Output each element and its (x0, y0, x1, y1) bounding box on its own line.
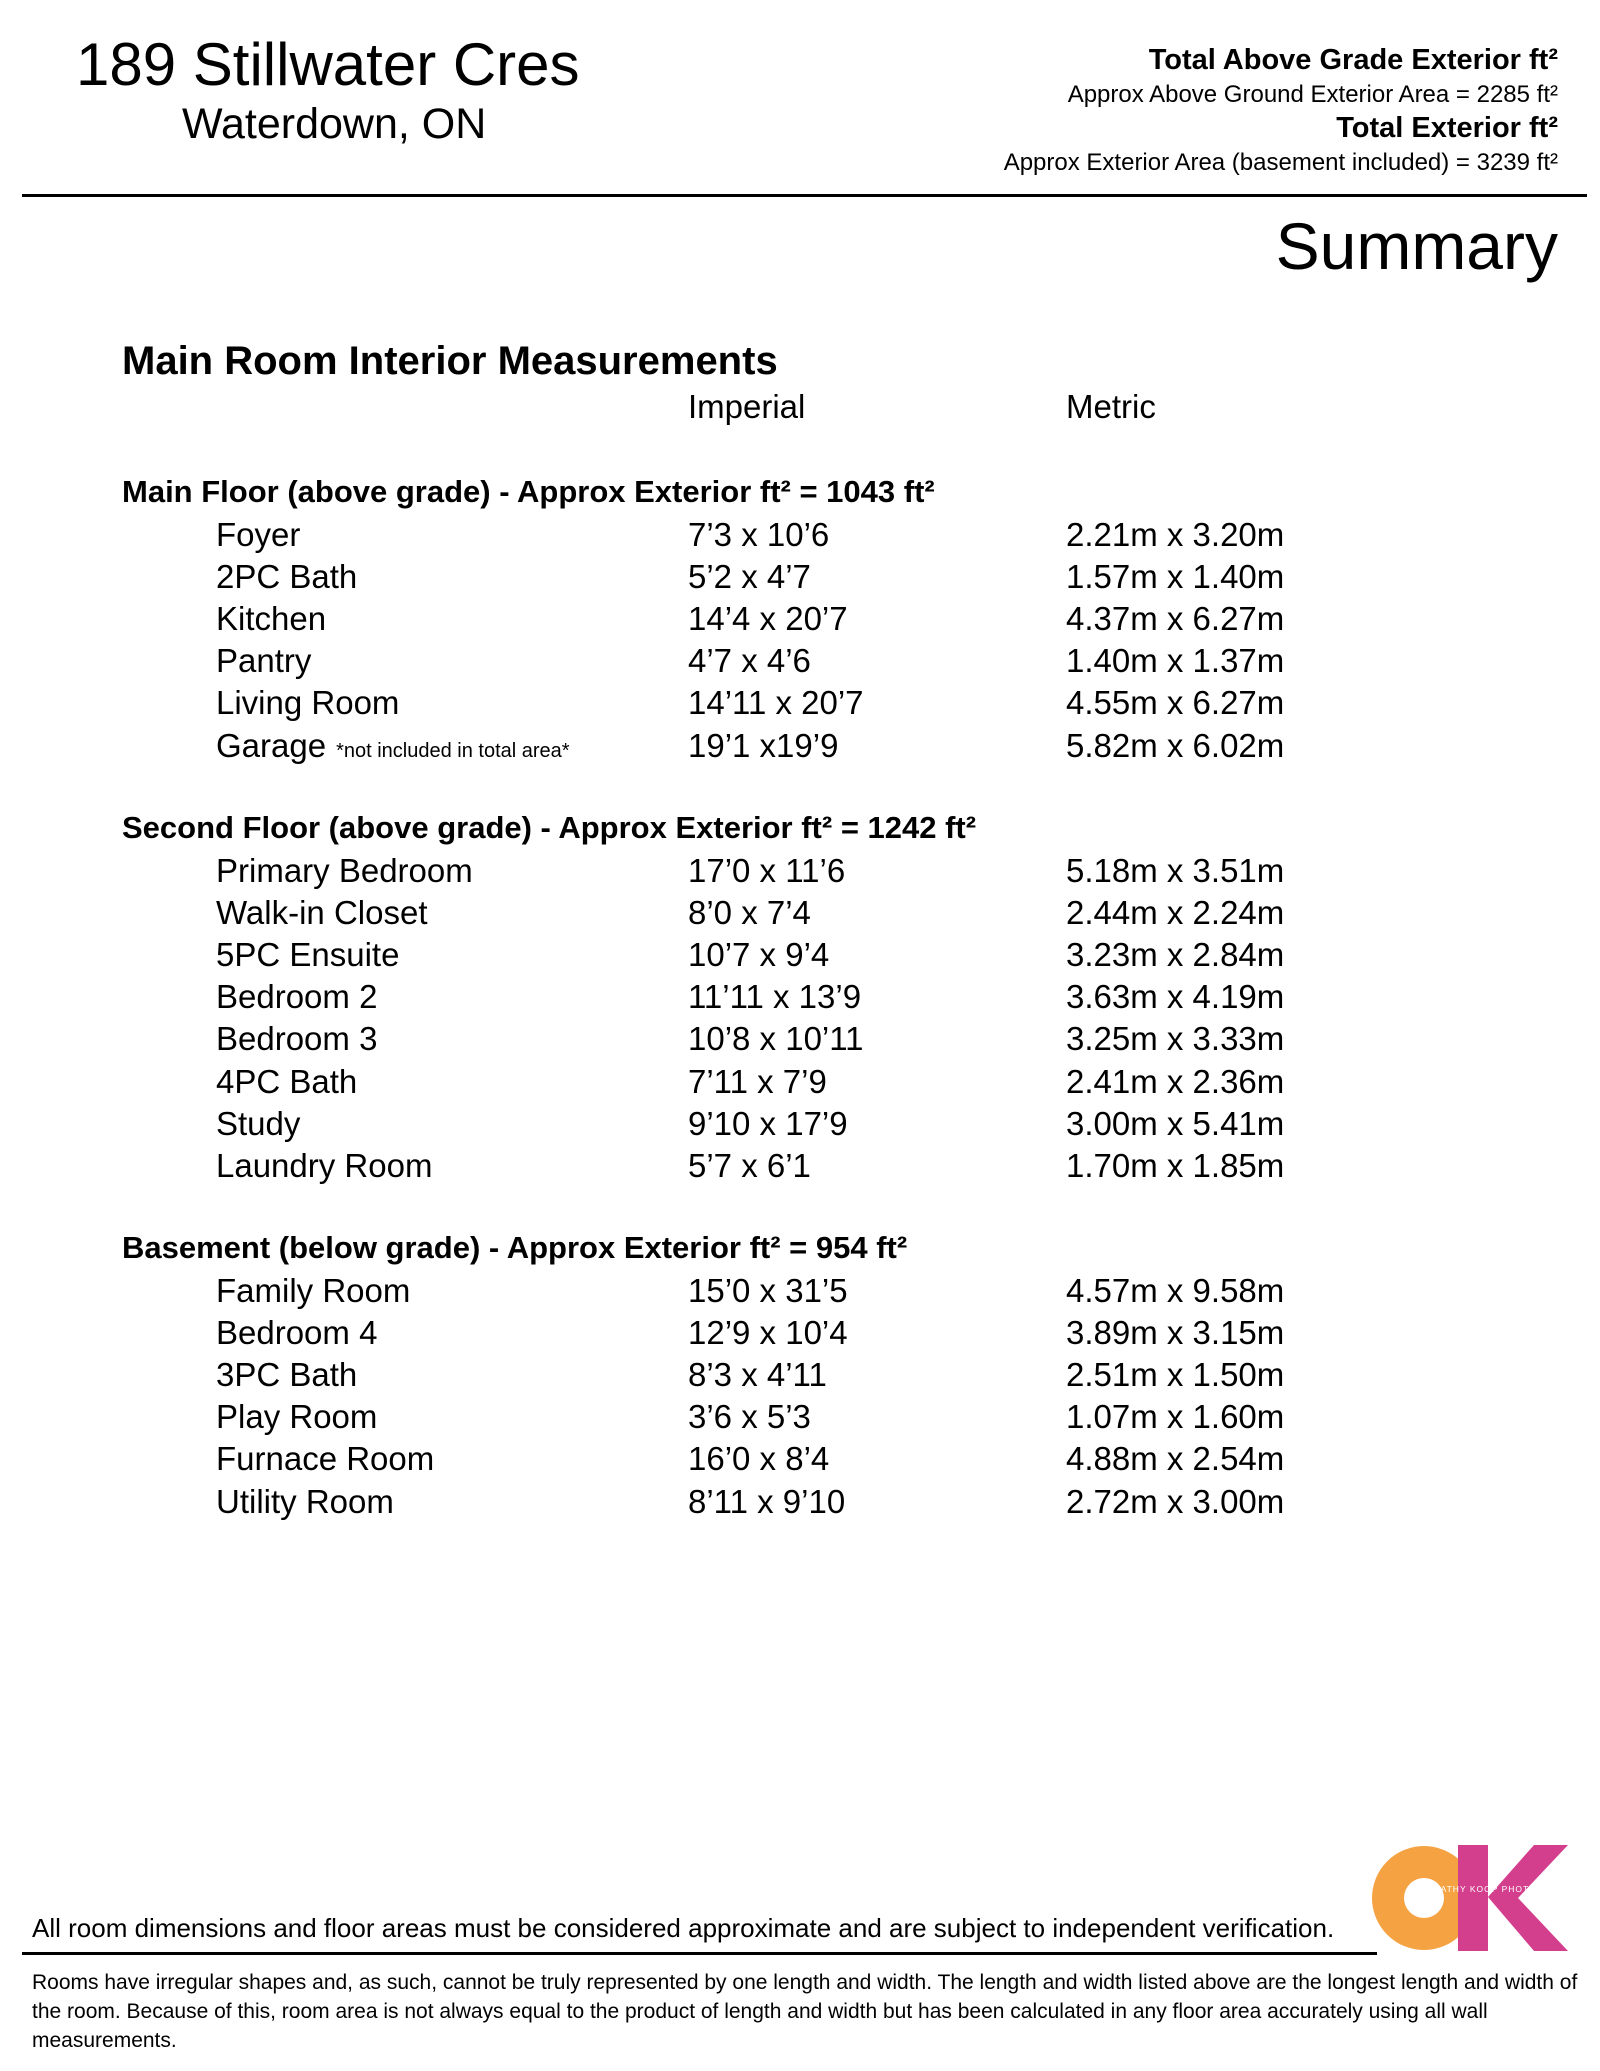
room-row (0, 598, 1400, 640)
room-imperial: 12’9 x 10’4 (688, 1314, 848, 1352)
room-name-text: Furnace Room (216, 1440, 435, 1478)
room-imperial: 16’0 x 8’4 (688, 1440, 830, 1478)
room-name (216, 598, 326, 640)
room-metric: 1.57m x 1.40m (1066, 558, 1285, 596)
column-header-metric: Metric (1066, 388, 1156, 425)
room-row (0, 1145, 1400, 1187)
room-row (0, 1312, 1400, 1354)
room-row (0, 1018, 1400, 1060)
disclaimer-short: All room dimensions and floor areas must be considered approximate and are subject to independent verification. (32, 1913, 1335, 1943)
room-imperial: 8’0 x 7’4 (688, 894, 811, 932)
room-metric: 4.88m x 2.54m (1066, 1440, 1285, 1478)
room-row (0, 934, 1400, 976)
floor-heading: Second Floor (above grade) - Approx Exterior ft² = 1242 ft² (122, 810, 977, 845)
room-row (0, 1481, 1400, 1523)
room-name-text: 3PC Bath (216, 1356, 358, 1394)
floor-heading: Main Floor (above grade) - Approx Exterior ft² = 1043 ft² (122, 474, 935, 509)
room-name (216, 1438, 434, 1480)
room-imperial: 7’11 x 7’9 (688, 1062, 827, 1100)
disclaimer-long: Rooms have irregular shapes and, as such, cannot be truly represented by one length and width. The length and width listed above are the longest length and width of the room. Because of this, room area is not always equal to the product of length and width but has been calculated in any floor area accurately using all wall measurements. (32, 1971, 1578, 2052)
room-imperial: 7’3 x 10’6 (688, 516, 830, 553)
room-name-text: Family Room (216, 1272, 411, 1309)
room-imperial: 8’11 x 9’10 (688, 1482, 846, 1520)
room-imperial: 14’11 x 20’7 (688, 684, 864, 722)
column-header-imperial: Imperial (688, 388, 806, 425)
room-name-text: Pantry (216, 642, 312, 680)
room-metric: 3.89m x 3.15m (1066, 1314, 1285, 1352)
room-name-text: Garage (216, 726, 327, 764)
room-metric: 3.25m x 3.33m (1066, 1020, 1285, 1058)
room-name-text: 5PC Ensuite (216, 936, 400, 974)
room-row (0, 1396, 1400, 1438)
room-name (216, 1481, 394, 1523)
room-metric: 1.70m x 1.85m (1066, 1146, 1285, 1184)
room-name (216, 1103, 300, 1145)
room-metric: 2.44m x 2.24m (1066, 894, 1285, 932)
footer-divider (22, 1952, 1377, 1955)
room-metric: 4.37m x 6.27m (1066, 600, 1285, 638)
room-name (216, 556, 357, 598)
room-name (216, 850, 473, 892)
room-row (0, 556, 1400, 598)
ok-logo-graphic (1372, 1845, 1568, 1951)
room-metric: 1.07m x 1.60m (1066, 1398, 1285, 1436)
room-imperial: 19’1 x19’9 (688, 726, 839, 764)
section-title: Main Room Interior Measurements (122, 339, 778, 383)
room-metric: 3.63m x 4.19m (1066, 978, 1285, 1016)
room-row (0, 892, 1400, 934)
room-metric: 5.18m x 3.51m (1066, 852, 1285, 889)
room-name (216, 1312, 377, 1354)
room-name (216, 640, 311, 682)
floor-heading: Basement (below grade) - Approx Exterior ft² = 954 ft² (122, 1230, 908, 1265)
logo-k-stem (1458, 1845, 1488, 1951)
page-title: Summary (1275, 209, 1558, 283)
room-metric: 2.51m x 1.50m (1066, 1356, 1285, 1394)
room-name (216, 1145, 432, 1187)
room-metric: 1.40m x 1.37m (1066, 642, 1285, 680)
room-name (216, 1270, 410, 1312)
room-row (0, 725, 1400, 767)
room-imperial: 11’11 x 13’9 (688, 978, 862, 1016)
room-name-text: 2PC Bath (216, 558, 358, 596)
room-name-text: Play Room (216, 1398, 378, 1436)
room-name-text: Foyer (216, 516, 301, 553)
room-row (0, 1061, 1400, 1103)
room-name (216, 934, 399, 976)
room-row (0, 682, 1400, 724)
room-name (216, 1354, 357, 1396)
room-name-text: Study (216, 1104, 301, 1142)
photographer-logo (1372, 1845, 1568, 1951)
room-name-text: Laundry Room (216, 1146, 433, 1184)
logo-text: CATHY KOOP PHOTOGRAPHY (1433, 1884, 1568, 1894)
room-row (0, 1270, 1400, 1312)
room-name-text: Bedroom 2 (216, 978, 378, 1016)
room-name-text: Living Room (216, 684, 400, 722)
above-grade-title: Total Above Grade Exterior ft² (1148, 44, 1558, 76)
room-name (216, 976, 377, 1018)
room-imperial: 15’0 x 31’5 (688, 1272, 848, 1309)
room-row (0, 640, 1400, 682)
logo-k-arms (1488, 1845, 1568, 1951)
room-metric: 4.55m x 6.27m (1066, 684, 1285, 722)
room-metric: 2.41m x 2.36m (1066, 1062, 1285, 1100)
room-name-text: Kitchen (216, 600, 327, 638)
room-imperial: 9’10 x 17’9 (688, 1104, 848, 1142)
room-imperial: 5’7 x 6’1 (688, 1146, 811, 1184)
address-line-1: 189 Stillwater Cres (76, 31, 580, 98)
room-name (216, 514, 300, 556)
room-name-text: Utility Room (216, 1482, 394, 1520)
room-row (0, 514, 1400, 556)
address-line-2: Waterdown, ON (182, 100, 487, 148)
room-metric: 2.72m x 3.00m (1066, 1482, 1285, 1520)
room-metric: 5.82m x 6.02m (1066, 726, 1285, 764)
room-metric: 3.23m x 2.84m (1066, 936, 1285, 974)
room-name-text: Walk-in Closet (216, 894, 428, 932)
room-name-text: 4PC Bath (216, 1062, 358, 1100)
room-row (0, 850, 1400, 892)
total-exterior-detail: Approx Exterior Area (basement included) = 3239 ft² (1003, 149, 1558, 176)
room-name (216, 682, 399, 724)
header-divider (22, 194, 1587, 197)
room-metric: 2.21m x 3.20m (1066, 516, 1285, 553)
room-row (0, 1103, 1400, 1145)
room-imperial: 8’3 x 4’11 (688, 1356, 827, 1394)
total-exterior-title: Total Exterior ft² (1336, 112, 1558, 144)
room-name (216, 725, 570, 772)
room-metric: 3.00m x 5.41m (1066, 1104, 1285, 1142)
room-metric: 4.57m x 9.58m (1066, 1272, 1285, 1309)
room-imperial: 3’6 x 5’3 (688, 1398, 811, 1436)
room-row (0, 1438, 1400, 1480)
room-imperial: 4’7 x 4’6 (688, 642, 811, 680)
room-name (216, 1061, 357, 1103)
room-imperial: 17’0 x 11’6 (688, 852, 846, 889)
room-note: *not included in total area* (336, 739, 570, 762)
room-name-text: Bedroom 4 (216, 1314, 378, 1352)
room-name-text: Primary Bedroom (216, 852, 473, 889)
room-imperial: 10’8 x 10’11 (688, 1020, 864, 1058)
room-imperial: 10’7 x 9’4 (688, 936, 830, 974)
room-name (216, 892, 428, 934)
room-name (216, 1018, 377, 1060)
room-imperial: 5’2 x 4’7 (688, 558, 811, 596)
room-name-text: Bedroom 3 (216, 1020, 378, 1058)
room-name (216, 1396, 377, 1438)
room-row (0, 976, 1400, 1018)
above-grade-detail: Approx Above Ground Exterior Area = 2285 ft² (1067, 81, 1558, 108)
room-row (0, 1354, 1400, 1396)
room-imperial: 14’4 x 20’7 (688, 600, 848, 638)
